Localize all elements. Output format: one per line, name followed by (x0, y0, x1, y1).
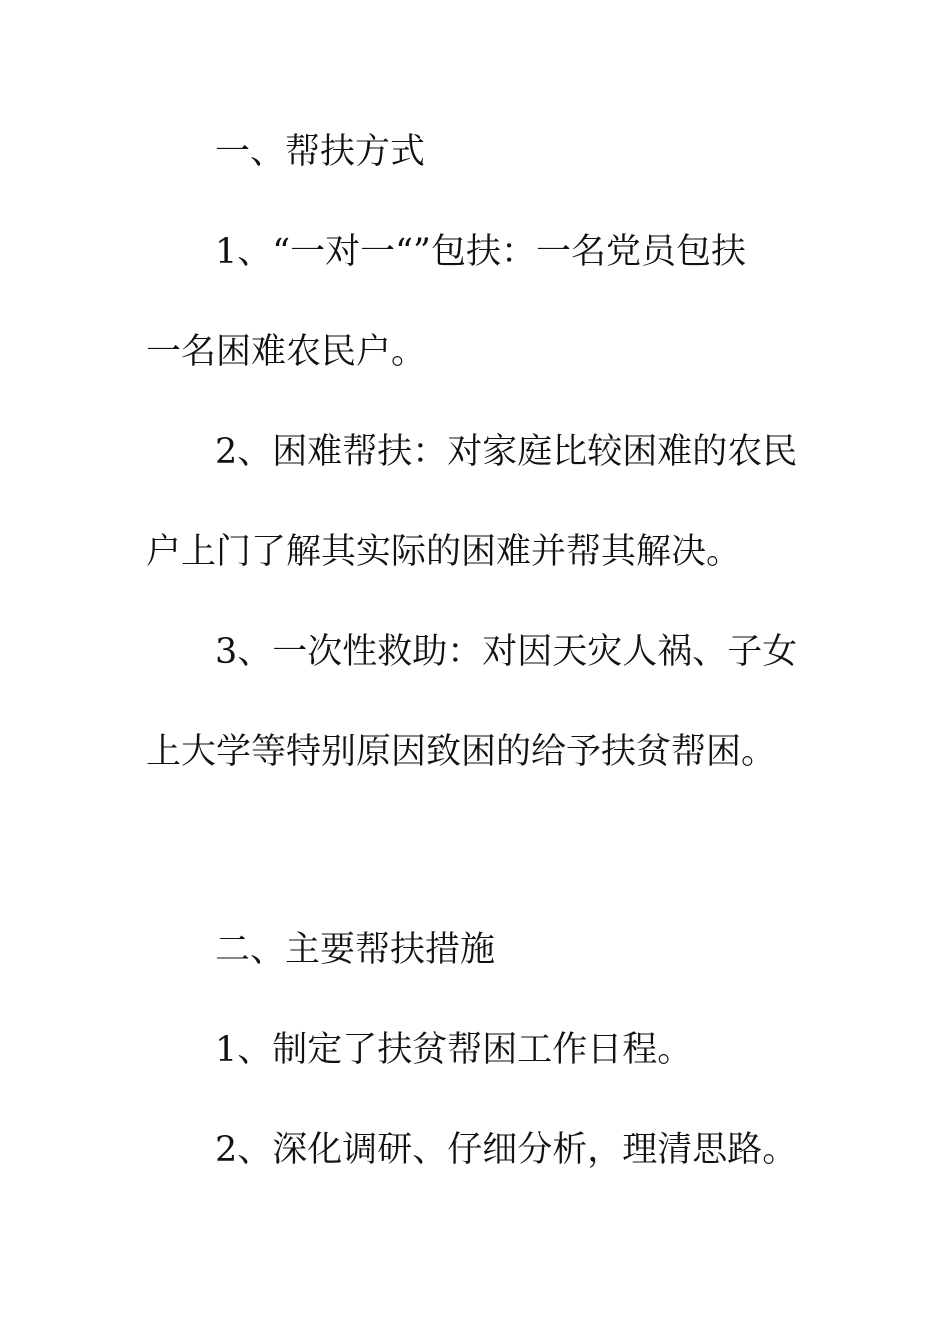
section-1-item-1-line-1: 1、“一对一“”包扶：一名党员包扶 (215, 232, 746, 272)
section-1-item-2-line-2: 户上门了解其实际的困难并帮其解决。 (146, 532, 742, 572)
section-1-item-3-line-2: 上大学等特别原因致困的给予扶贫帮困。 (146, 732, 777, 772)
section-1-item-1-line-2: 一名困难农民户。 (146, 332, 427, 372)
section-1-heading: 一、帮扶方式 (215, 132, 426, 172)
section-1-item-3-line-1: 3、一次性救助：对因天灾人祸、子女 (215, 632, 798, 672)
section-2-item-2: 2、深化调研、仔细分析，理清思路。 (215, 1130, 798, 1170)
section-2-heading: 二、主要帮扶措施 (215, 930, 496, 970)
section-2-item-1: 1、制定了扶贫帮困工作日程。 (215, 1030, 693, 1070)
section-1-item-2-line-1: 2、困难帮扶：对家庭比较困难的农民 (215, 432, 798, 472)
